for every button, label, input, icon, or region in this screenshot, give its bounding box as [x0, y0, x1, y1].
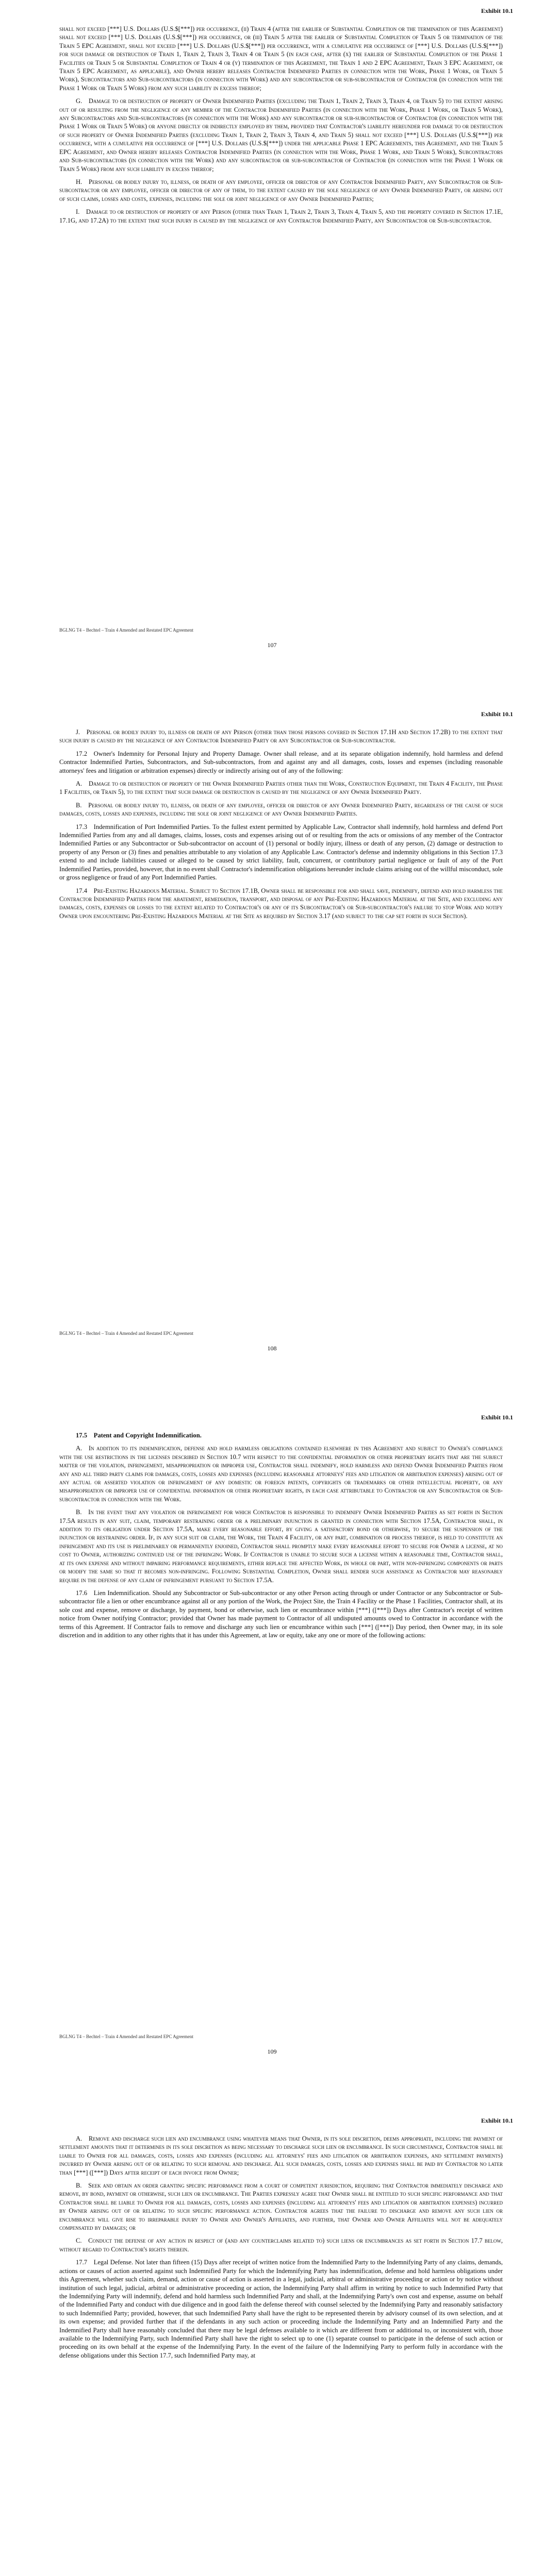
paragraph: B. Personal or bodily injury to, illness, or death of any employee, officer or director of any Owner Indemnified Party, regardless of the cause of such damages, costs, losses and expenses, including the sole or joint negligence of any Owner Indemnified Parties. [59, 801, 503, 818]
page-body [59, 2134, 503, 2364]
document-page [0, 2110, 544, 2576]
exhibit-label: Exhibit 10.1 [481, 2117, 513, 2124]
section-17-4: 17.4 Pre-Existing Hazardous Material. Subject to Section 17.1B, Owner shall be responsible for and shall save, indemnify, defend and hold harmless the Contractor Indemnified Parties from the abatement, remediation, transport, and disposal of any Pre-Existing Hazardous Material at the Site, and excluding any damages, costs, expenses or losses to the extent related to Contractor's or any of its Subcontractor's or Sub-subcontractor's failure to stop Work and notify Owner upon encountering Pre-Existing Hazardous Material at the Site as required by Section 3.17 (and subject to the cap set forth in such Section). [59, 887, 503, 920]
paragraph: A. In addition to its indemnification, defense and hold harmless obligations contained elsewhere in this Agreement and subject to Owner's compliance with the use restrictions in the licenses described in Section 10.7 with respect to the confidential information or other proprietary rights that are the subject matter of the violation, infringement, misappropriation or improper use, Contractor shall indemnify, hold harmless and defend Owner Indemnified Parties from any and all third party claims for damages, costs, losses and expenses (including reasonable attorneys' fees and litigation or arbitration expenses) arising out of any actual or asserted violation or infringement of any domestic or foreign patents, copyrights or trademarks or other intellectual property, or any misappropriation or improper use of confidential information or other proprietary rights, in each case attributable to Contractor or any Subcontractor or Sub-subcontractor in connection with the Work. [59, 1445, 503, 1503]
section-17-6: 17.6 Lien Indemnification. Should any Subcontractor or Sub-subcontractor or any other Person acting through or under Contractor or any Subcontractor or Sub-subcontractor file a lien or other encumbrance against all or any portion of the Work, the Project Site, the Train 4 Facility or the Phase 1 Facilities, Contractor shall, at its sole cost and expense, remove or discharge, by payment, bond or otherwise, such lien or encumbrance within [***] ([***]) Days after Contractor's receipt of written notice from Owner notifying Contractor; provided that Owner has made payment to Contractor of all undisputed amounts owed to Contractor in accordance with the terms of this Agreement. If Contractor fails to remove and discharge any such lien or encumbrance within such [***] ([***]) Day period, then Owner may, in its sole discretion and in addition to any other rights that it has under this Agreement, at law or equity, take any one or more of the following actions: [59, 1589, 503, 1639]
paragraph: G. Damage to or destruction of property of Owner Indemnified Parties (excluding the Train 1, Train 2, Train 3, Train 4, or Train 5) to the extent arising out of or resulting from the negligence of any member of the Contractor Indemnified Parties (in connection with the Work, Phase 1 Work, or Train 5 Work), any Subcontractors and Sub-subcontractors (in connection with the Work) and any subcontractor or sub-subcontractor of Contractor (in connection with the Phase 1 Work or Train 5 Work) or anyone directly or indirectly employed by them, provided that Contractor's liability hereunder for damage to or destruction of such property of Owner Indemnified Parties (excluding Train 1, Train 2, Train 3, Train 4, and Train 5) shall not exceed [***] U.S. Dollars (U.S.$[***]) per occurrence, with a cumulative per occurrence of [***] U.S. Dollars (U.S.$[***]) under the applicable Phase 1 EPC Agreements, this Agreement, and the Train 5 EPC Agreement, and Owner hereby releases Contractor Indemnified Parties (in connection with the Work, Phase 1 Work, and Train 5 Work), Subcontractors and Sub-subcontractors (in connection with the Work) and any subcontractor or sub-subcontractor of Contractor (in connection with the Phase 1 Work or Train 5 Work) from any such liability in excess thereof; [59, 97, 503, 173]
paragraph: A. Remove and discharge such lien and encumbrance using whatever means that Owner, in its sole discretion, deems appropriate, including the payment of settlement amounts that it determines in its sole discretion as being necessary to discharge such lien or encumbrance. In such circumstance, Contractor shall be liable to Owner for all damages, costs, losses and expenses (including all attorneys' fees and litigation or arbitration expenses, and settlement payments) incurred by Owner arising out of or relating to such removal and discharge. All such damages, costs, losses and expenses shall be paid by Contractor no later than [***] ([***]) Days after receipt of each invoice from Owner; [59, 2135, 503, 2176]
document-page [0, 0, 544, 703]
section-17-5-heading: 17.5 Patent and Copyright Indemnification. [76, 1432, 202, 1439]
document-page [0, 1406, 544, 2110]
exhibit-label: Exhibit 10.1 [481, 710, 513, 718]
section-17-2: 17.2 Owner's Indemnity for Personal Injury and Property Damage. Owner shall release, and at its separate obligation indemnify, hold harmless and defend Contractor Indemnified Parties, Subcontractors, and Sub-subcontractors, from and against any and all damages, costs, losses and expenses (including reasonable attorneys' fees and litigation or arbitration expenses) directly or indirectly arising out of any of the following: [59, 750, 503, 774]
page-number: 107 [267, 641, 277, 649]
paragraph: H. Personal or bodily injury to, illness, or death of any employee, officer or director of any Contractor Indemnified Party, any Subcontractor or Sub-subcontractor or any employee, officer or director of any of them, to the extent caused by the sole negligence of any Owner Indemnified Party, or arising out of such claims, losses and costs, expenses, including the sole or joint negligence of any Owner Indemnified Parties; [59, 178, 503, 202]
paragraph: shall not exceed [***] U.S. Dollars (U.S.$[***]) per occurrence, (ii) Train 4 (after the earlier of Substantial Completion or the termination of this Agreement) shall not exceed [***] U.S. Dollars (U.S.$[***]) per occurrence, or (iii) Train 5 after the earlier of Substantial Completion of Train 5 or termination of the Train 5 EPC Agreement, shall not exceed [***] U.S. Dollars (U.S.$[***]) per occurrence, with a cumulative per occurrence of [***] U.S. Dollars (U.S.$[***]) for such damage or destruction of Train 1, Train 2, Train 3, Train 4 or Train 5 (in each case, after (x) the earlier of Substantial Completion of the Phase 1 Facilities or Train 5 or Substantial Completion of Train 4 or (y) termination of this Agreement, the Train 1 and 2 EPC Agreement, Train 3 EPC Agreement, or Train 5 EPC Agreement, as applicable), and Owner hereby releases Contractor Indemnified Parties in connection with the Work, Phase 1 Work, or Train 5 Work), Subcontractors and Sub-subcontractors (in connection with Work) and any subcontractor or sub-subcontractor of Contractor (in connection with the Phase 1 Work or Train 5 Work) from any such liability in excess thereof; [59, 25, 503, 92]
exhibit-label: Exhibit 10.1 [481, 1414, 513, 1421]
page-footer: BGLNG T4 – Bechtel – Train 4 Amended and Restated EPC Agreement [59, 2034, 194, 2039]
paragraph: J. Personal or bodily injury to, illness or death of any Person (other than those persons covered in Section 17.1H and Section 17.2B) to the extent that such injury is caused by the negligence of any Contractor Indemnified Party or any Subcontractor or Sub-subcontractor. [59, 728, 503, 744]
exhibit-label: Exhibit 10.1 [481, 7, 513, 14]
paragraph: C. Conduct the defense of any action in respect of (and any counterclaims related to) such liens or encumbrances as set forth in Section 17.7 below, without regard to Contractor's rights therein. [59, 2237, 503, 2253]
page-footer: BGLNG T4 – Bechtel – Train 4 Amended and Restated EPC Agreement [59, 628, 194, 633]
paragraph: A. Damage to or destruction of property of the Owner Indemnified Parties other than the Work, Construction Equipment, the Train 4 Facility, the Phase 1 Facilities, or Train 5), to the extent that such damage or destruction is caused by the negligence of any Owner Indemnified Party. [59, 780, 503, 796]
paragraph: B. In the event that any violation or infringement for which Contractor is responsible to indemnify Owner Indemnified Parties as set forth in Section 17.5A results in any suit, claim, temporary restraining order or a preliminary injunction is granted in connection with Section 17.5A, Contractor shall, in addition to its obligation under Section 17.5A, make every reasonable effort, by giving a satisfactory bond or otherwise, to secure the suspension of the injunction or restraining order. If, in any such suit or claim, the Work, the Train 4 Facility, or any part, combination or process thereof, is held to constitute an infringement and its use is preliminarily or permanently enjoined, Contractor shall promptly make every reasonable effort to secure for Owner a license, at no cost to Owner, authorizing continued use of the infringing Work. If Contractor is unable to secure such a license within a reasonable time, Contractor shall, at its own expense and without impairing performance requirements, either replace the affected Work, in whole or part, with non-infringing components or parts or modify the same so that it becomes non-infringing. Following Substantial Completion, Owner shall render such assistance as Contractor may reasonably require in the defense of any claim of infringement pursuant to Section 17.5A. [59, 1509, 503, 1584]
page-footer: BGLNG T4 – Bechtel – Train 4 Amended and Restated EPC Agreement [59, 1331, 194, 1336]
page-body [59, 728, 503, 925]
section-17-7: 17.7 Legal Defense. Not later than fifteen (15) Days after receipt of written notice from the Indemnified Party to the Indemnifying Party of any claims, demands, actions or causes of action asserted against such Indemnified Party for which the Indemnifying Party has indemnification, defense and hold harmless obligations under this Agreement, whether such claim, demand, action or cause of action is asserted in a legal, judicial, arbitral or administrative proceeding or action or by notice without institution of such legal, judicial, arbitral or administrative proceeding or action, the Indemnifying Party shall affirm in writing by notice to such Indemnified Party that the Indemnifying Party will indemnify, defend and hold harmless such Indemnified Party and shall, at the Indemnifying Party's own cost and expense, assume on behalf of the Indemnified Party and conduct with due diligence and in good faith the defense thereof with counsel selected by the Indemnifying Party and reasonably satisfactory to such Indemnified Party; provided, however, that such Indemnified Party shall have the right to be represented therein by advisory counsel of its own selection, and at its own expense; and provided further that if the defendants in any such action or proceeding include the Indemnifying Party and an Indemnified Party and the Indemnified Party shall have reasonably concluded that there may be legal defenses available to it which are different from or additional to, or inconsistent with, those available to the Indemnifying Party, such Indemnified Party shall have the right to select up to one (1) separate counsel to participate in the defense of such action or proceeding on its own behalf at the expense of the Indemnifying Party. In the event of the failure of the Indemnifying Party to perform fully in accordance with the defense obligations under this Section 17.7, such Indemnified Party may, at [59, 2259, 503, 2359]
paragraph: I. Damage to or destruction of property of any Person (other than Train 1, Train 2, Train 3, Train 4, Train 5, and the property covered in Section 17.1E, 17.1G, and 17.2A) to the extent that such injury is caused by the negligence of any Contractor Indemnified Party, any Subcontractor or Sub-subcontractor. [59, 208, 503, 224]
section-17-3: 17.3 Indemnification of Port Indemnified Parties. To the fullest extent permitted by Applicable Law, Contractor shall indemnify, hold harmless and defend Port Indemnified Parties from any and all damages, claims, losses, costs and expenses arising out of or resulting from the acts or omissions of any member of the Contractor Indemnified Parties or any Subcontractor or Sub-subcontractor on account of (1) personal or bodily injury, illness or death of any person, (2) damage or destruction to property of any Person or (3) fines and penalties attributable to any violation of any Applicable Law. Contractor's defense and indemnity obligations in this Section 17.3 extend to and include liabilities caused or alleged to be caused by strict liability, fault, concurrent, or contributory partial negligence or fault of any of the Port Indemnified Parties, provided, however, that in no event shall Contractor's indemnification obligations hereunder include claims arising out of the willful misconduct, sole or gross negligence or fraud of any Port Indemnified Parties. [59, 823, 503, 882]
paragraph: B. Seek and obtain an order granting specific performance from a court of competent jurisdiction, requiring that Contractor immediately discharge and remove, by bond, payment or otherwise, such lien or encumbrance. The Parties expressly agree that Owner shall be entitled to such specific performance and that Contractor shall be liable to Owner for all damages, costs, losses and expenses (including all attorneys' fees and litigation or arbitration expenses) incurred by Owner arising out of or relating to such specific performance action. Contractor agrees that the failure to discharge and remove any such lien or encumbrance will give rise to irreparable injury to Owner and Owner's Affiliates, and further, that Owner and Owner Affiliates will not be adequately compensated by damages; or [59, 2182, 503, 2232]
page-number: 109 [267, 2048, 277, 2055]
page-body [59, 25, 503, 229]
page-number: 108 [267, 1345, 277, 1352]
page-body [59, 1431, 503, 1644]
document-page [0, 703, 544, 1406]
